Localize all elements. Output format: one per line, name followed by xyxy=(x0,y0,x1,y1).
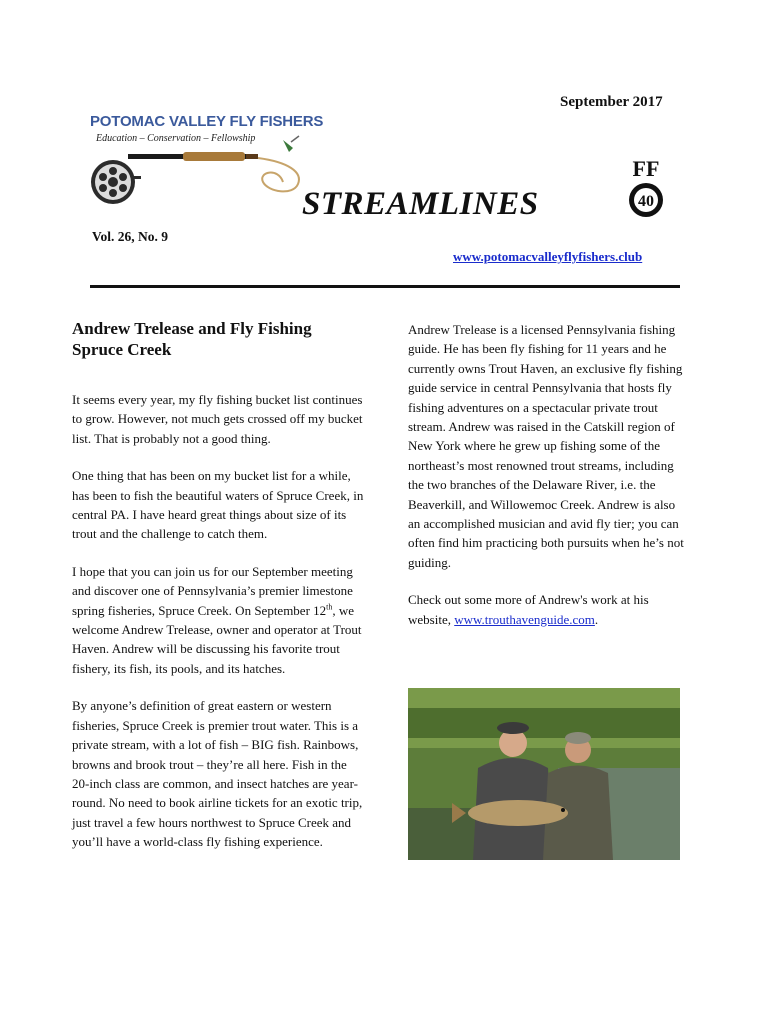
volume-number: Vol. 26, No. 9 xyxy=(92,229,169,244)
paragraph-5: Andrew Trelease is a licensed Pennsylvania fishing guide. He has been fly fishing for 11 years and he currently owns Trout Haven, an exclusive fly fishing guide service in central Pennsylvania that hosts fly fishing adventures on a spectacular private trout stream. Andrew was raised in the Catskill region of New York where he grew up fishing some of the northeast’s most renowned trout streams, including the two branches of the Delaware River, i.e. the Beaverkill, and Willowemoc Creek. Andrew is also an accomplished musician and avid fly tier; you can often find him practicing both pursuits when he’s not guiding. xyxy=(408,322,684,570)
badge-letters: FF xyxy=(632,156,660,181)
fishing-photo xyxy=(408,688,680,860)
paragraph-6-text: Check out some more of Andrew's work at his website, xyxy=(408,592,649,627)
header-divider xyxy=(90,285,680,288)
paragraph-1: It seems every year, my fly fishing bucket list continues to grow. However, not much gets crossed off my bucket list. That is probably not a good thing. xyxy=(72,392,363,446)
issue-date: September 2017 xyxy=(560,94,663,110)
newsletter-title: STREAMLINES xyxy=(302,186,539,222)
paragraph-3 xyxy=(72,562,364,678)
date-suffix: th xyxy=(326,602,333,612)
paragraph-4: By anyone’s definition of great eastern or western fisheries, Spruce Creek is premier trout water. This is a private stream, with a lot of fish – BIG fish. Rainbows, browns and brook trout – they’re all here. Fish in the 20-inch class are common, and insect hatches are year-round. No need to book airline tickets for an exotic trip, just travel a few hours northwest to Spruce Creek and you’ll have a world-class fly fishing experience. xyxy=(72,698,363,850)
paragraph-6-end: . xyxy=(594,611,599,627)
anniversary-badge xyxy=(620,156,672,218)
article-headline: Andrew Trelease and Fly Fishing Spruce Creek xyxy=(72,319,312,359)
trout-haven-link[interactable]: www.trouthavenguide.com xyxy=(454,611,595,627)
paragraph-6 xyxy=(408,590,690,629)
org-tagline: Education – Conservation – Fellowship xyxy=(96,133,256,144)
left-column xyxy=(72,318,364,870)
club-website-link[interactable]: www.potomacvalleyflyfishers.club xyxy=(453,249,643,264)
right-column xyxy=(408,320,690,647)
paragraph-2: One thing that has been on my bucket list for a while, has been to fish the beautiful waters of Spruce Creek, in central PA. I have heard great things about size of its trout and the challenge to catch them. xyxy=(72,468,364,542)
paragraph-3-start: I hope that you can join us for our September meeting and discover one of Pennsylvania’s premier limestone spring fisheries, Spruce Creek. On September 12 xyxy=(72,563,353,618)
badge-number: 40 xyxy=(638,193,654,210)
org-name: POTOMAC VALLEY FLY FISHERS xyxy=(90,113,324,130)
paragraph-3-end: , we welcome Andrew Trelease, owner and operator at Trout Haven. Andrew will be discussing his favorite trout fishery, its fish, its pools, and its hatches. xyxy=(72,602,362,676)
